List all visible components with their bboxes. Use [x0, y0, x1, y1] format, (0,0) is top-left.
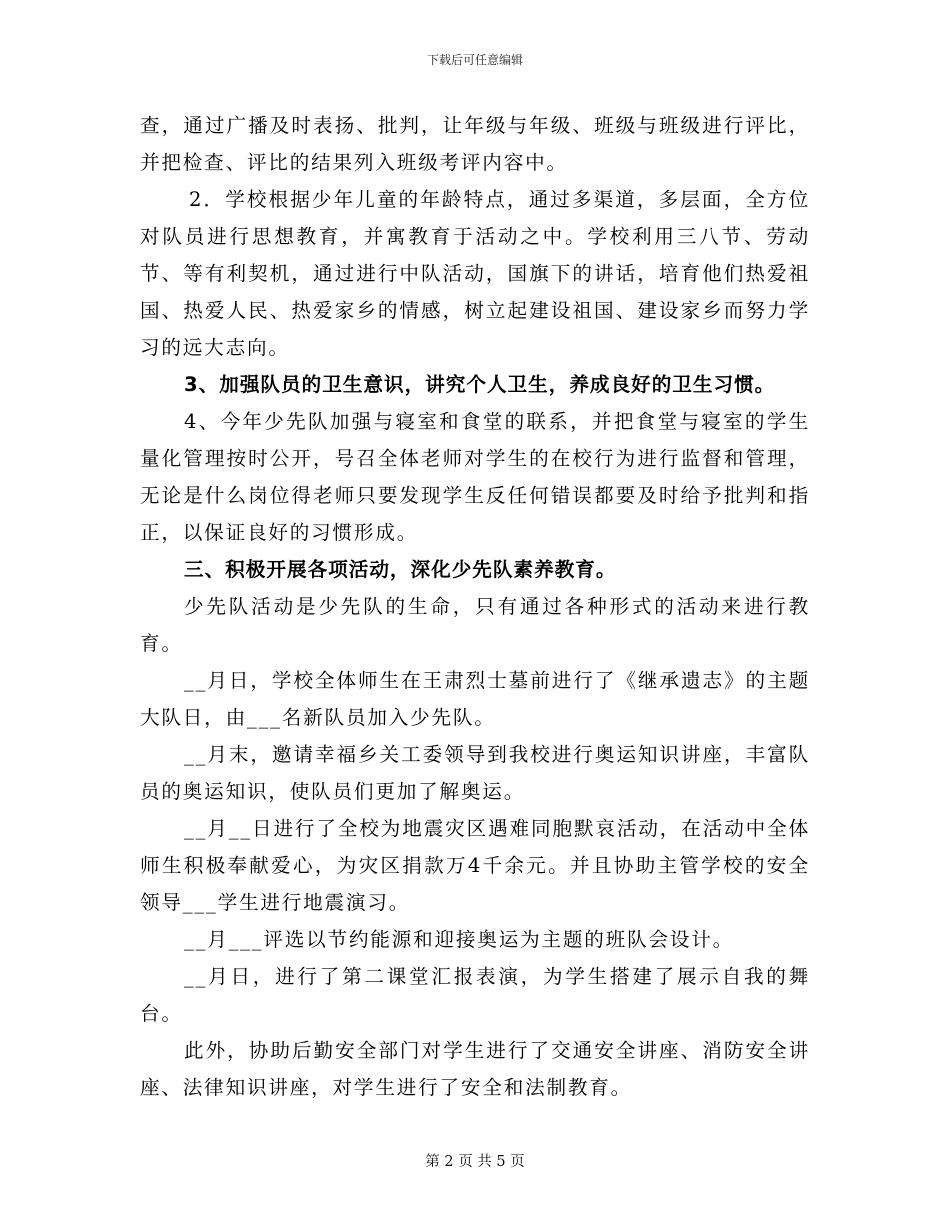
section-heading-3: 三、积极开展各项活动，深化少先队素养教育。: [184, 558, 617, 581]
paragraph-safety: 此外，协助后勤安全部门对学生进行了交通安全讲座、消防安全讲座、法律知识讲座，对学生进行了安全和法制教育。: [140, 1039, 810, 1099]
paragraph-event-1: __月日，学校全体师生在王肃烈士墓前进行了《继承遗志》的主题大队日，由___名新队员加入少先队。: [140, 669, 810, 729]
paragraph-intro: 少先队活动是少先队的生命，只有通过各种形式的活动来进行教育。: [140, 595, 810, 655]
paragraph-event-5: __月日，进行了第二课堂汇报表演，为学生搭建了展示自我的舞台。: [140, 965, 810, 1025]
paragraph-item-2: 2．学校根据少年儿童的年龄特点，通过多渠道，多层面，全方位对队员进行思想教育，并寓教育于活动之中。学校利用三八节、劳动节、等有利契机，通过进行中队活动，国旗下的讲话，培育他们热爱祖国、热爱人民、热爱家乡的情感，树立起建设祖国、建设家乡而努力学习的远大志向。: [140, 188, 810, 359]
paragraph-event-4: __月___评选以节约能源和迎接奥运为主题的班队会设计。: [184, 928, 735, 951]
paragraph-event-2: __月末，邀请幸福乡关工委领导到我校进行奥运知识讲座，丰富队员的奥运知识，使队员们更加了解奥运。: [140, 743, 810, 803]
paragraph-item-4: 4、今年少先队加强与寝室和食堂的联系，并把食堂与寝室的学生量化管理按时公开，号召全体老师对学生的在校行为进行监督和管理，无论是什么岗位得老师只要发现学生反任何错误都要及时给予批判和指正，以保证良好的习惯形成。: [140, 410, 810, 544]
document-body: [140, 107, 810, 1106]
page-header: 下载后可任意编辑: [426, 53, 523, 67]
paragraph-continuation: 查，通过广播及时表扬、批判，让年级与年级、班级与班级进行评比，并把检查、评比的结果列入班级考评内容中。: [140, 114, 810, 174]
paragraph-item-3-heading: 3、加强队员的卫生意识，讲究个人卫生，养成良好的卫生习惯。: [184, 373, 776, 396]
page-number: 第 2 页 共 5 页: [425, 1154, 525, 1170]
paragraph-event-3: __月__日进行了全校为地震灾区遇难同胞默哀活动，在活动中全体师生积极奉献爱心，为灾区捐款万4千余元。并且协助主管学校的安全领导___学生进行地震演习。: [140, 817, 810, 914]
